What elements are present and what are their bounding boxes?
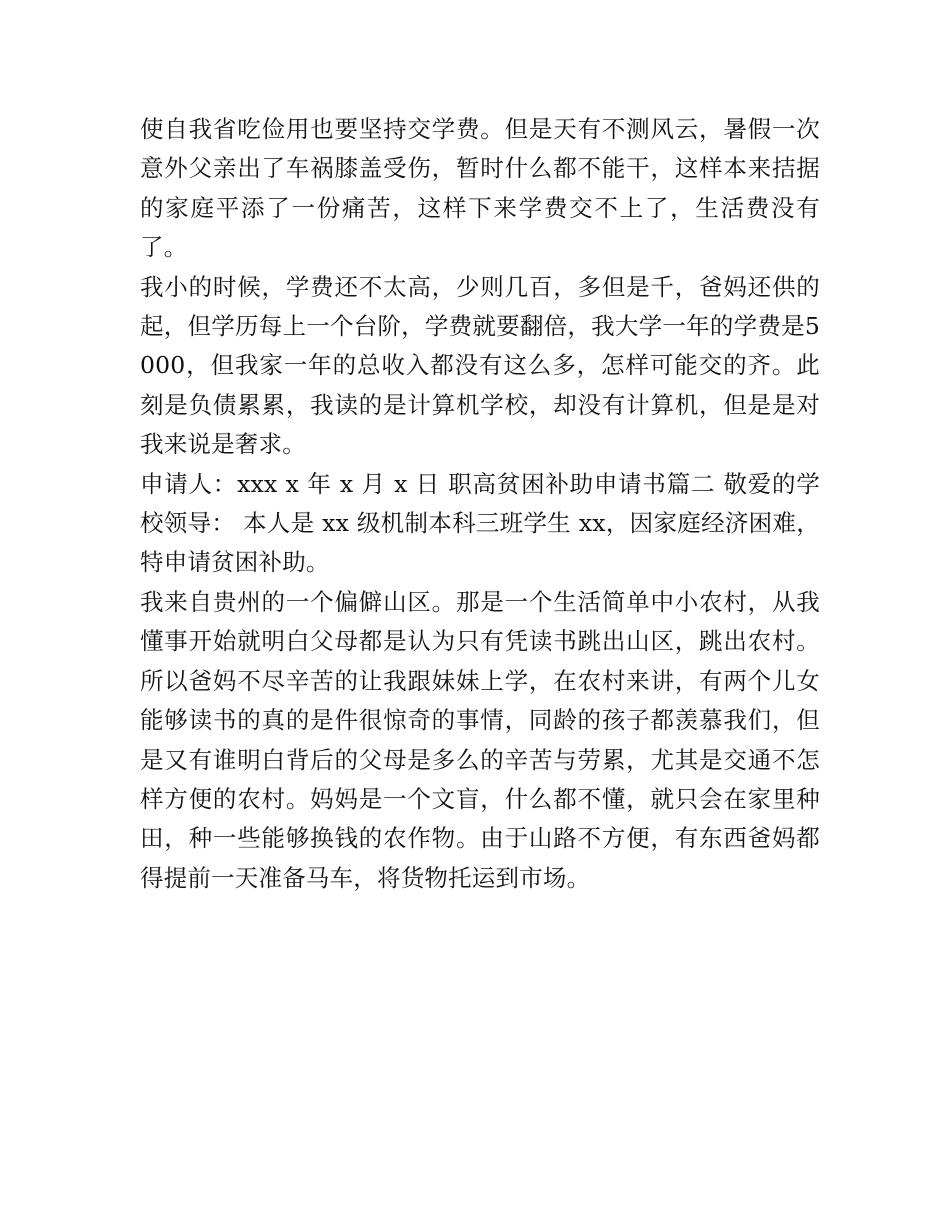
document-body <box>140 110 820 898</box>
paragraph-1: 使自我省吃俭用也要坚持交学费。但是天有不测风云，暑假一次意外父亲出了车祸膝盖受伤，暂时什么都不能干，这样本来拮据的家庭平添了一份痛苦，这样下来学费交不上了，生活费没有了。 <box>140 115 820 262</box>
paragraph-4: 我来自贵州的一个偏僻山区。那是一个生活简单中小农村，从我懂事开始就明白父母都是认为只有凭读书跳出山区，跳出农村。所以爸妈不尽辛苦的让我跟妹妹上学，在农村来讲，有两个儿女能够读书的真的是件很惊奇的事情，同龄的孩子都羡慕我们，但是又有谁明白背后的父母是多么的辛苦与劳累，尤其是交通不怎样方便的农村。妈妈是一个文盲，什么都不懂，就只会在家里种田，种一些能够换钱的农作物。由于山路不方便，有东西爸妈都得提前一天准备马车，将货物托运到市场。 <box>140 587 820 892</box>
paragraph-3: 申请人：xxx x 年 x 月 x 日 职高贫困补助申请书篇二 敬爱的学校领导： 本人是 xx 级机制本科三班学生 xx，因家庭经济困难，特申请贫困补助。 <box>140 469 820 577</box>
paragraph-2: 我小的时候，学费还不太高，少则几百，多但是千，爸妈还供的起，但学历每上一个台阶，学费就要翻倍，我大学一年的学费是5000，但我家一年的总收入都没有这么多，怎样可能交的齐。此刻是负债累累，我读的是计算机学校，却没有计算机，但是是对我来说是奢求。 <box>140 272 820 459</box>
